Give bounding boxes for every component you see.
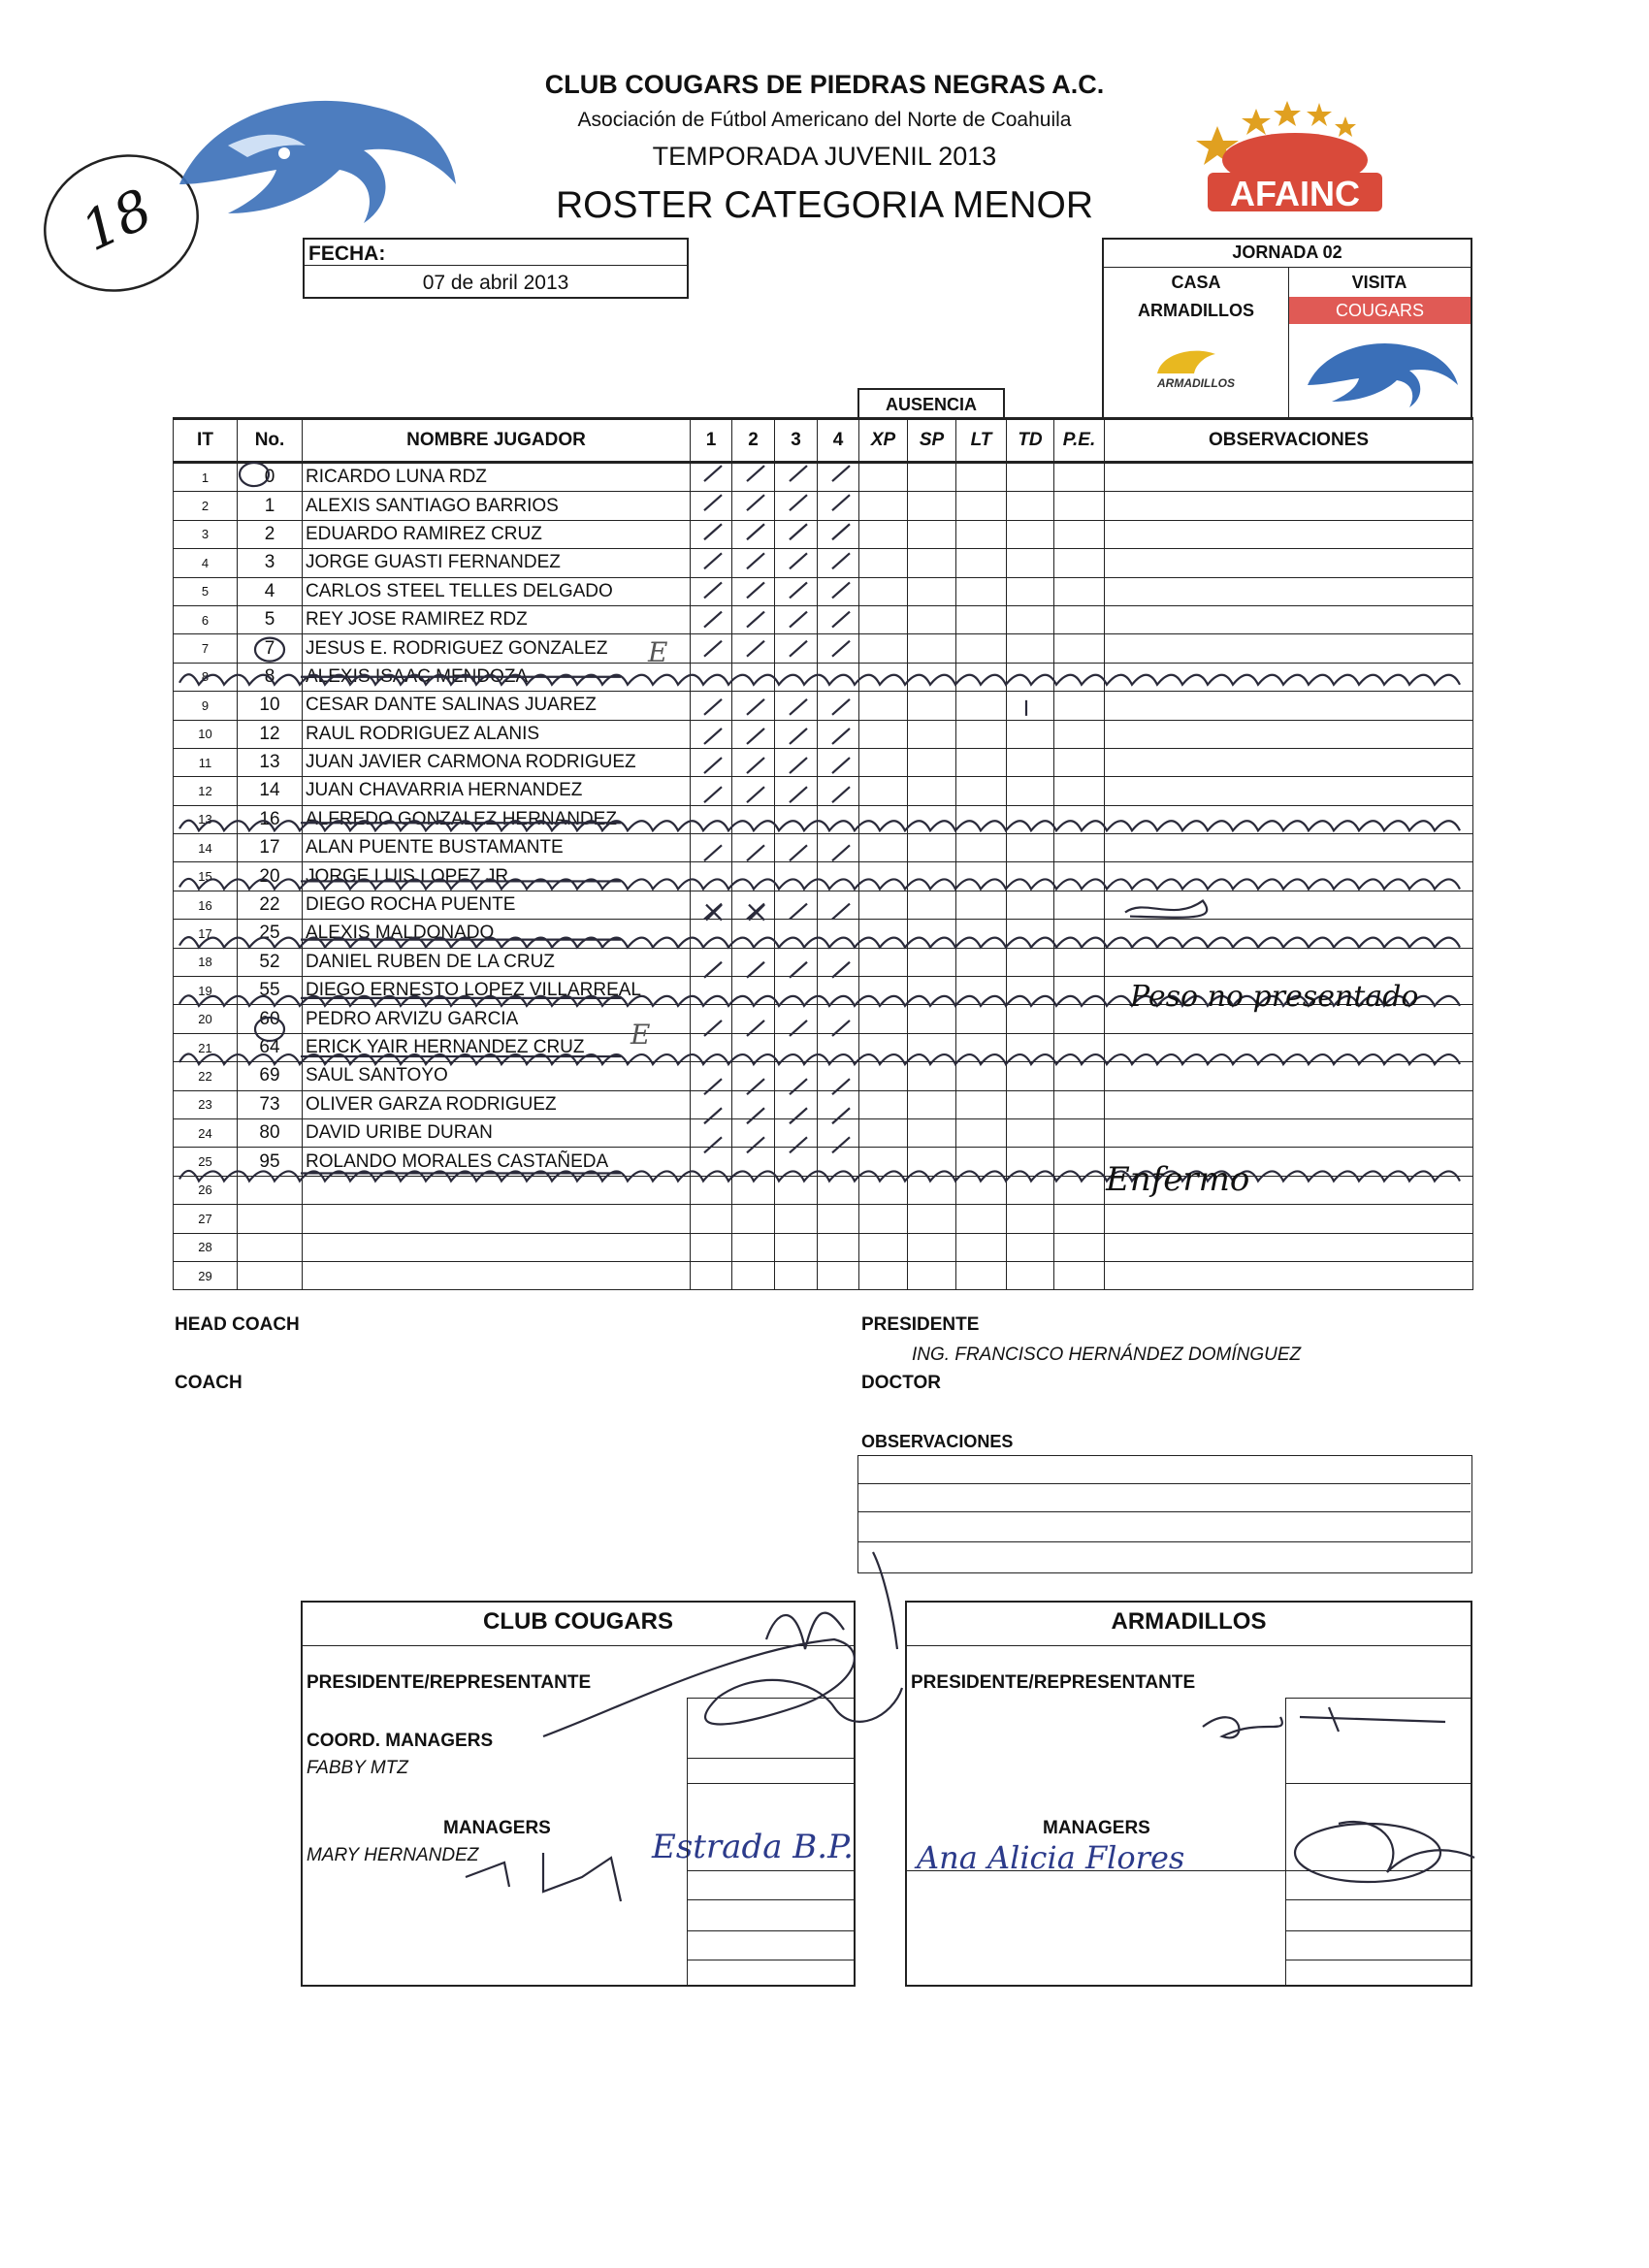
col-nombre: NOMBRE JUGADOR bbox=[303, 419, 691, 463]
sig-left-title: CLUB COUGARS bbox=[483, 1608, 673, 1635]
sig-right-presidente-label: PRESIDENTE/REPRESENTANTE bbox=[911, 1672, 1196, 1693]
row-it: 17 bbox=[174, 920, 238, 948]
row-name: JORGE GUASTI FERNANDEZ bbox=[303, 549, 691, 577]
col-td: TD bbox=[1007, 419, 1054, 463]
row-name: DANIEL RUBEN DE LA CRUZ bbox=[303, 948, 691, 976]
casa-label: CASA bbox=[1171, 273, 1221, 292]
row-name: PEDRO ARVIZU GARCIA bbox=[303, 1005, 691, 1033]
observaciones-label: OBSERVACIONES bbox=[861, 1432, 1014, 1451]
row-it: 19 bbox=[174, 977, 238, 1005]
row-number: 4 bbox=[238, 577, 303, 605]
sig-left-manager-name: MARY HERNANDEZ bbox=[307, 1845, 479, 1865]
row-it: 24 bbox=[174, 1118, 238, 1147]
armadillos-logo-text: ARMADILLOS bbox=[1157, 376, 1235, 390]
presidente-label: PRESIDENTE bbox=[861, 1314, 980, 1335]
col-pe: P.E. bbox=[1054, 419, 1105, 463]
jornada: JORNADA 02 bbox=[1232, 243, 1342, 262]
col-observaciones: OBSERVACIONES bbox=[1105, 419, 1473, 463]
row-it: 12 bbox=[174, 777, 238, 805]
row-name: ROLANDO MORALES CASTAÑEDA bbox=[303, 1148, 691, 1176]
row-it: 3 bbox=[174, 520, 238, 548]
row-name: REY JOSE RAMIREZ RDZ bbox=[303, 605, 691, 633]
sig-left-coord-label: COORD. MANAGERS bbox=[307, 1731, 494, 1751]
row-it: 9 bbox=[174, 692, 238, 720]
row-name: SAUL SANTOYO bbox=[303, 1062, 691, 1090]
row-it: 29 bbox=[174, 1261, 238, 1289]
club-title: CLUB COUGARS DE PIEDRAS NEGRAS A.C. bbox=[544, 70, 1105, 99]
col-q1: 1 bbox=[691, 419, 732, 463]
row-name: ALEXIS MALDONADO bbox=[303, 920, 691, 948]
row-it: 1 bbox=[174, 463, 238, 492]
row-it: 10 bbox=[174, 720, 238, 748]
row-name: JESUS E. RODRIGUEZ GONZALEZ bbox=[303, 634, 691, 663]
row-it: 7 bbox=[174, 634, 238, 663]
sig-left-coord-name: FABBY MTZ bbox=[307, 1758, 408, 1778]
col-xp: XP bbox=[859, 419, 908, 463]
mark-e-20: E bbox=[630, 1019, 651, 1051]
row-number: 8 bbox=[238, 663, 303, 691]
col-q2: 2 bbox=[732, 419, 775, 463]
row-name: DIEGO ROCHA PUENTE bbox=[303, 891, 691, 919]
row-number: 60 bbox=[238, 1005, 303, 1033]
row-name: ALEXIS ISAAC MENDOZA bbox=[303, 663, 691, 691]
row-it: 22 bbox=[174, 1062, 238, 1090]
doctor-label: DOCTOR bbox=[861, 1373, 941, 1393]
row-it: 15 bbox=[174, 862, 238, 891]
row-number: 55 bbox=[238, 977, 303, 1005]
row-it: 4 bbox=[174, 549, 238, 577]
col-it: IT bbox=[174, 419, 238, 463]
fecha-value: 07 de abril 2013 bbox=[422, 272, 569, 294]
row-it: 13 bbox=[174, 805, 238, 833]
row-number: 20 bbox=[238, 862, 303, 891]
row-number: 0 bbox=[238, 463, 303, 492]
row-name: EDUARDO RAMIREZ CRUZ bbox=[303, 520, 691, 548]
row-name: ALAN PUENTE BUSTAMANTE bbox=[303, 834, 691, 862]
row-number: 69 bbox=[238, 1062, 303, 1090]
row-number: 52 bbox=[238, 948, 303, 976]
visita-label: VISITA bbox=[1351, 273, 1407, 292]
row-it: 27 bbox=[174, 1205, 238, 1233]
row-name: ALFREDO GONZALEZ HERNANDEZ bbox=[303, 805, 691, 833]
row-number: 1 bbox=[238, 492, 303, 520]
row-name: RAUL RODRIGUEZ ALANIS bbox=[303, 720, 691, 748]
row-it: 16 bbox=[174, 891, 238, 919]
row-number: 22 bbox=[238, 891, 303, 919]
row-number: 80 bbox=[238, 1118, 303, 1147]
row-number: 16 bbox=[238, 805, 303, 833]
row-name: JORGE LUIS LOPEZ JR bbox=[303, 862, 691, 891]
row-name: RICARDO LUNA RDZ bbox=[303, 463, 691, 492]
col-no: No. bbox=[238, 419, 303, 463]
row-number: 64 bbox=[238, 1033, 303, 1061]
row-it: 28 bbox=[174, 1233, 238, 1261]
page-number: 18 bbox=[72, 177, 162, 265]
row-it: 6 bbox=[174, 605, 238, 633]
row-number: 12 bbox=[238, 720, 303, 748]
row-it: 21 bbox=[174, 1033, 238, 1061]
row-it: 5 bbox=[174, 577, 238, 605]
home-team: ARMADILLOS bbox=[1138, 301, 1254, 320]
row-it: 18 bbox=[174, 948, 238, 976]
row-name: ERICK YAIR HERNANDEZ CRUZ bbox=[303, 1033, 691, 1061]
afainc-logo-text: AFAINC bbox=[1230, 174, 1360, 213]
row-number: 5 bbox=[238, 605, 303, 633]
row-name: JUAN CHAVARRIA HERNANDEZ bbox=[303, 777, 691, 805]
col-q3: 3 bbox=[775, 419, 818, 463]
row-it: 25 bbox=[174, 1148, 238, 1176]
row-number: 10 bbox=[238, 692, 303, 720]
row-it: 2 bbox=[174, 492, 238, 520]
row-number: 17 bbox=[238, 834, 303, 862]
association-subtitle: Asociación de Fútbol Americano del Norte de Coahuila bbox=[577, 109, 1072, 131]
row-number: 73 bbox=[238, 1090, 303, 1118]
fecha-label: FECHA: bbox=[308, 243, 386, 265]
row-it: 14 bbox=[174, 834, 238, 862]
row-name: JUAN JAVIER CARMONA RODRIGUEZ bbox=[303, 748, 691, 776]
row-it: 8 bbox=[174, 663, 238, 691]
away-team: COUGARS bbox=[1289, 297, 1471, 324]
coach-label: COACH bbox=[175, 1373, 242, 1393]
sig-left-hand-note: Estrada B.P. bbox=[652, 1828, 854, 1866]
sig-right-title: ARMADILLOS bbox=[1111, 1608, 1267, 1635]
row-it: 26 bbox=[174, 1176, 238, 1204]
col-sp: SP bbox=[908, 419, 956, 463]
row-number: 13 bbox=[238, 748, 303, 776]
row-it: 11 bbox=[174, 748, 238, 776]
season-title: TEMPORADA JUVENIL 2013 bbox=[652, 142, 997, 171]
row-number: 7 bbox=[238, 634, 303, 663]
presidente-name: ING. FRANCISCO HERNÁNDEZ DOMÍNGUEZ bbox=[912, 1345, 1302, 1365]
row-name: CARLOS STEEL TELLES DELGADO bbox=[303, 577, 691, 605]
ausencia-label: AUSENCIA bbox=[857, 388, 1005, 419]
head-coach-label: HEAD COACH bbox=[175, 1314, 300, 1335]
row-number: 25 bbox=[238, 920, 303, 948]
roster-title: ROSTER CATEGORIA MENOR bbox=[556, 184, 1093, 226]
row-it: 23 bbox=[174, 1090, 238, 1118]
obs-peso-note: Peso no presentado bbox=[1130, 980, 1419, 1014]
row-name: OLIVER GARZA RODRIGUEZ bbox=[303, 1090, 691, 1118]
row-it: 20 bbox=[174, 1005, 238, 1033]
row-name: CESAR DANTE SALINAS JUAREZ bbox=[303, 692, 691, 720]
row-name: DAVID URIBE DURAN bbox=[303, 1118, 691, 1147]
row-number: 2 bbox=[238, 520, 303, 548]
sig-right-managers-label: MANAGERS bbox=[1043, 1818, 1150, 1838]
row-name: DIEGO ERNESTO LOPEZ VILLARREAL bbox=[303, 977, 691, 1005]
row-name: ALEXIS SANTIAGO BARRIOS bbox=[303, 492, 691, 520]
obs-enfermo-note: Enfermo bbox=[1106, 1160, 1250, 1199]
sig-right-manager-hand: Ana Alicia Flores bbox=[917, 1839, 1185, 1876]
sig-left-presidente-label: PRESIDENTE/REPRESENTANTE bbox=[307, 1672, 592, 1693]
mark-e-7: E bbox=[648, 636, 668, 668]
row-number: 14 bbox=[238, 777, 303, 805]
col-lt: LT bbox=[956, 419, 1007, 463]
col-q4: 4 bbox=[818, 419, 859, 463]
sig-left-managers-label: MANAGERS bbox=[443, 1818, 551, 1838]
row-number: 95 bbox=[238, 1148, 303, 1176]
row-number: 3 bbox=[238, 549, 303, 577]
